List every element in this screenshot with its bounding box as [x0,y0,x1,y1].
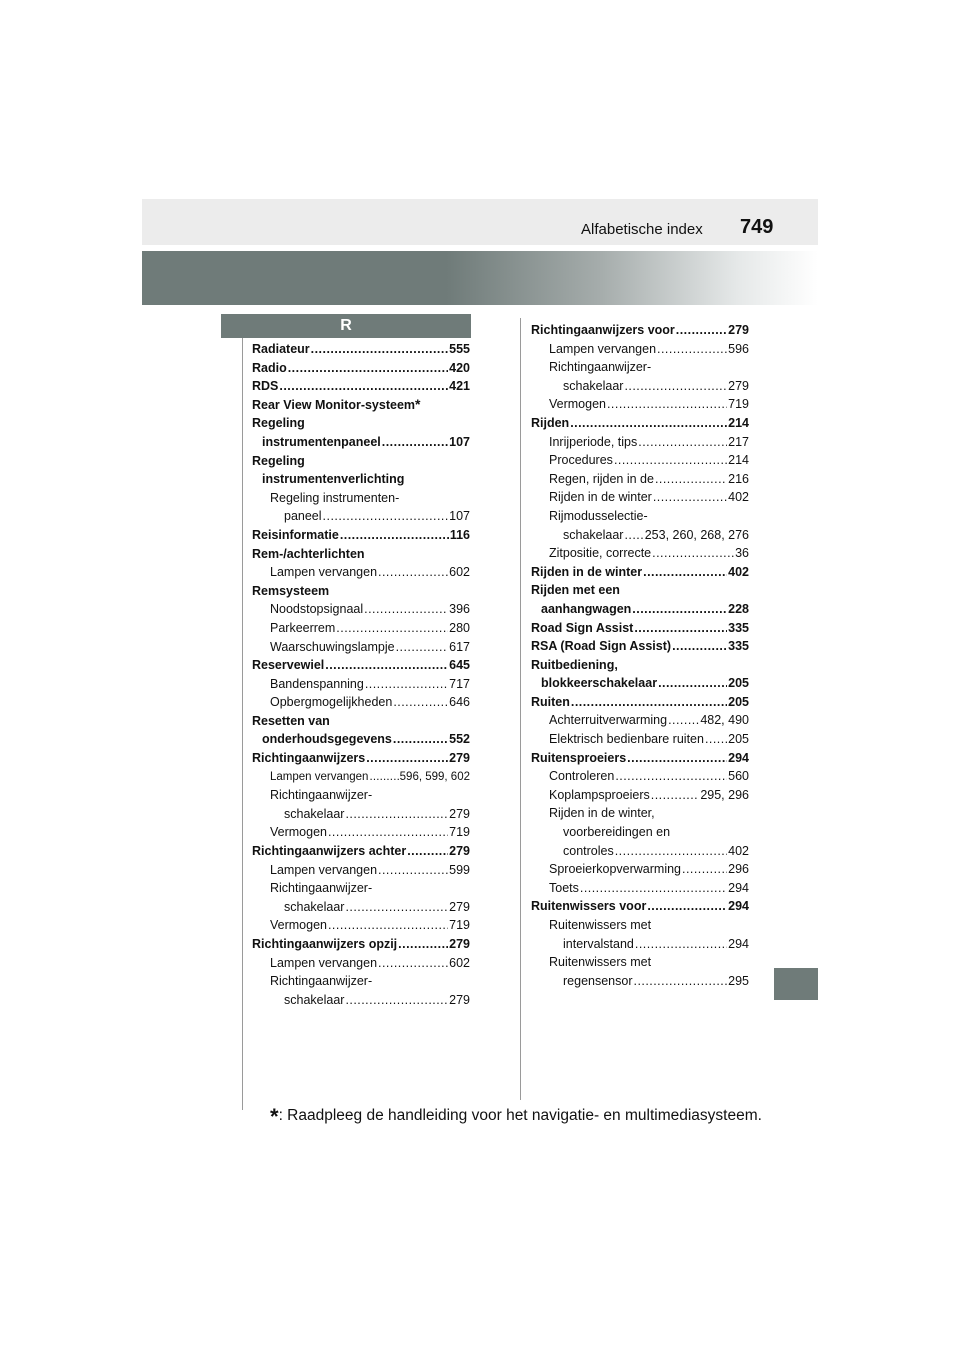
center-column-rule [520,318,521,1100]
index-entry-page: 279 [449,844,470,859]
index-entry-page: 596 [728,341,749,356]
dot-leader [635,935,727,954]
index-entry-page: 107 [449,434,470,449]
dot-leader [325,656,448,675]
index-entry-term: Regeling [252,416,305,431]
index-entry-page: 295 [728,973,749,988]
index-entry [252,712,470,731]
index-entry-term: Ruitenwissers met [549,955,652,970]
dot-leader [345,805,448,824]
index-entry [531,916,749,935]
index-entry [252,879,470,898]
index-entry-term: Opbergmogelijkheden [270,695,393,710]
dot-leader [682,860,727,879]
dot-leader [668,711,699,730]
dot-leader [627,749,727,768]
index-entry-term: Ruitenwissers met [549,918,652,932]
index-entry [531,451,749,470]
dot-leader [634,619,727,638]
dot-leader [624,377,727,396]
index-entry-term: RDS [252,379,279,394]
dot-leader [634,972,728,991]
index-entry-term: Controleren [549,769,615,784]
index-entry [252,675,470,694]
index-entry-page: 205 [728,732,749,747]
index-entry [531,879,749,898]
index-entry [531,600,749,619]
index-entry [252,954,470,973]
index-entry [531,637,749,656]
index-entry-page: 645 [449,658,470,673]
index-entry [252,526,470,545]
index-entry [252,768,470,787]
index-entry-term: Koplampsproeiers [549,787,650,802]
dot-leader [407,842,448,861]
index-entry [531,711,749,730]
index-entry-page: 279 [449,806,470,821]
index-entry-page: 555 [449,342,470,356]
index-entry-term: Richtingaanwijzer- [270,881,373,896]
index-entry-term: Radiateur [252,342,310,356]
side-thumb-tab [774,968,818,1000]
index-entry-term: Toets [549,880,579,895]
index-entry [531,786,749,805]
index-entry-page: 214 [728,453,749,468]
index-entry-term: schakelaar [563,378,624,393]
index-entry-term: Sproeierkopverwarming [549,862,682,877]
dot-leader [570,414,727,433]
index-entry-term: Richtingaanwijzer- [270,788,373,803]
index-entry-page: 335 [728,620,749,635]
index-entry-term: Rijden in de winter [549,490,652,505]
index-entry [252,823,470,842]
index-entry-term: Richtingaanwijzers [252,751,366,766]
index-entry-page: 214 [728,415,749,430]
index-entry [531,340,749,359]
index-entry-page: 420 [449,360,470,375]
dot-leader [614,451,727,470]
index-entry-page: 294 [728,880,749,895]
index-entry [252,582,470,601]
dot-leader [638,433,727,452]
index-entry [531,581,749,600]
dot-leader [632,600,727,619]
index-entry-term: Radio [252,360,287,375]
index-entry [252,972,470,991]
dot-leader [364,600,448,619]
dot-leader [653,488,727,507]
index-entry [531,358,749,377]
index-entry-term: RSA (Road Sign Assist) [531,639,672,654]
index-entry [252,805,470,824]
index-entry [252,563,470,582]
index-entry [531,730,749,749]
dot-leader [345,991,448,1010]
index-entry-term: Parkeerrem [270,620,336,635]
index-entry-term: Ruitenwissers voor [531,899,647,914]
dot-leader [615,842,727,861]
index-entry-page: 253, 260, 268, 276 [644,527,749,542]
index-entry [531,693,749,712]
header-bar [142,199,818,245]
dot-leader [340,526,449,545]
dot-leader [672,637,727,656]
index-entry-term: Zitpositie, correcte [549,546,652,561]
index-entry-page: 646 [449,695,470,710]
index-entry-term: Rijden in de winter [531,564,643,579]
index-entry-term: Richtingaanwijzers opzij [252,937,398,951]
index-entry-term: schakelaar [284,899,345,914]
index-entry [531,749,749,768]
footnote-marker: * [415,395,421,412]
dot-leader [607,395,727,414]
index-entry [252,898,470,917]
index-entry [531,433,749,452]
index-entry-page: 421 [449,379,470,394]
index-entry-page: 719 [728,397,749,412]
index-entry [252,433,470,452]
index-entry [252,842,470,861]
index-entry [252,377,470,396]
index-entry [531,507,749,526]
index-entry-term: Waarschuwingslampje [270,639,395,654]
index-entry [531,804,749,823]
index-entry [531,972,749,991]
dot-leader [382,433,448,452]
index-entry [531,935,749,954]
index-entry-term: Rijden [531,415,570,430]
index-entry [531,767,749,786]
index-entry [531,674,749,693]
index-entry [252,935,470,954]
header-title: Alfabetische index [581,221,703,238]
index-entry-term: Rear View Monitor-systeem [252,397,416,412]
dot-leader [311,340,448,359]
index-entry-term: Rijden in de winter, [549,806,655,821]
index-entry-term: Regeling [252,453,305,468]
index-entry [252,452,470,471]
index-entry [252,396,470,415]
index-entry [252,730,470,749]
index-entry-page: 205 [728,676,749,691]
index-entry-term: controles [563,843,614,858]
dot-leader [657,340,727,359]
index-entry [531,414,749,433]
index-entry [252,340,470,359]
index-entry [531,377,749,396]
index-entry [252,489,470,508]
index-entry-term: Vermogen [270,918,327,933]
index-entry-term: Richtingaanwijzer- [270,974,373,989]
index-entry [531,526,749,545]
index-entry [252,991,470,1010]
index-entry-page: 279 [449,899,470,914]
index-entry-term: instrumentenpaneel [262,434,381,449]
index-entry-page: 402 [728,564,749,579]
dot-leader [615,767,727,786]
index-entry-term: Lampen vervangen [270,770,369,783]
index-entry-page: 279 [449,992,470,1007]
dot-leader [288,359,448,378]
index-entry [252,359,470,378]
index-entry-term: Richtingaanwijzer- [549,360,652,375]
index-entry-page: 719 [449,825,470,840]
dot-leader [658,674,727,693]
dot-leader [393,693,448,712]
index-entry-term: blokkeerschakelaar [541,676,658,691]
index-entry-page: 602 [449,955,470,970]
dot-leader [279,377,448,396]
index-entry [531,470,749,489]
index-entry [252,545,470,564]
dot-leader [580,879,727,898]
dot-leader [655,470,727,489]
index-entry-term: voorbereidingen en [563,825,671,840]
index-entry-page: 396 [449,602,470,617]
index-entry-page: 402 [728,490,749,505]
dot-leader [393,730,448,749]
index-entry [252,749,470,768]
index-entry-term: Regen, rijden in de [549,471,654,486]
index-entry [252,656,470,675]
index-entry-term: Ruiten [531,694,570,709]
index-entry-term: Reisinformatie [252,527,339,542]
index-entry-term: Reservewiel [252,658,325,673]
index-entry [252,414,470,433]
left-column-rule [242,338,243,1110]
index-entry-term: Richtingaanwijzers achter [252,844,407,859]
index-entry [531,488,749,507]
index-entry [252,693,470,712]
dot-leader [345,898,448,917]
dot-leader [705,730,727,749]
section-letter: R [221,314,471,338]
index-entry-term: instrumentenverlichting [262,472,405,487]
index-entry-term: Vermogen [549,397,606,412]
index-entry-term: Vermogen [270,825,327,840]
index-entry-page: 294 [728,750,749,765]
dot-leader [336,619,448,638]
index-entry-term: Rijden met een [531,583,620,598]
index-entry-term: Ruitensproeiers [531,750,627,765]
dot-leader [323,507,449,526]
index-entry-page: 719 [449,918,470,933]
page-number: 749 [740,216,774,238]
index-entry [252,916,470,935]
dot-leader [328,916,448,935]
index-entry [252,861,470,880]
dot-leader [378,563,448,582]
index-entry-page: 107 [449,509,470,524]
index-entry-page: 228 [728,601,749,616]
index-entry-page: 280 [449,620,470,635]
index-entry [531,656,749,675]
index-entry-term: Ruitbediening, [531,657,618,672]
index-entry-term: schakelaar [563,527,624,542]
index-entry-page: 217 [728,434,749,449]
dot-leader [651,786,700,805]
index-entry-term: schakelaar [284,992,345,1007]
dot-leader [378,861,448,880]
footnote [270,1100,762,1129]
index-entry-page: 617 [449,639,470,654]
dot-leader [647,897,727,916]
dot-leader [396,638,449,657]
dot-leader [624,526,643,545]
index-entry-term: Regeling instrumenten- [270,490,400,505]
index-entry-page: 216 [728,471,749,486]
index-entry-page: 279 [728,323,749,337]
index-entry-term: Inrijperiode, tips [549,434,638,449]
index-column-left [252,340,470,1009]
index-entry-page: 279 [449,937,470,951]
index-entry-page: 599 [449,862,470,877]
index-entry [531,860,749,879]
index-entry-term: intervalstand [563,936,634,951]
index-entry [531,619,749,638]
index-entry-page: 205 [728,694,749,709]
index-entry [531,321,749,340]
dot-leader [652,544,734,563]
index-column-right [531,321,749,990]
dot-leader [365,675,448,694]
dot-leader [328,823,448,842]
dot-leader [643,563,727,582]
index-entry-page: 552 [449,732,470,747]
dot-leader [571,693,727,712]
index-entry-page: 717 [449,676,470,691]
index-entry-term: Rem-/achterlichten [252,546,365,561]
index-entry-page: 596, 599, 602 [399,770,470,783]
index-entry [252,786,470,805]
index-entry-term: paneel [284,509,322,524]
index-entry-term: Lampen vervangen [270,565,378,580]
index-entry-page: 294 [728,899,749,914]
index-entry-term: Rijmodusselectie- [549,508,648,523]
dot-leader [378,954,448,973]
index-entry [531,823,749,842]
index-entry-term: Lampen vervangen [549,341,657,356]
index-entry-page: 116 [449,527,470,542]
index-entry-term: Road Sign Assist [531,620,634,635]
index-entry-page: 295, 296 [700,787,749,802]
index-entry-term: Elektrisch bedienbare ruiten [549,732,704,747]
index-entry-term: Bandenspanning [270,676,364,691]
index-entry [252,507,470,526]
index-entry-term: Remsysteem [252,583,330,598]
index-entry [252,638,470,657]
index-entry [531,395,749,414]
index-entry-page: 402 [728,843,749,858]
index-entry-term: schakelaar [284,806,345,821]
index-entry [531,953,749,972]
index-entry [531,563,749,582]
index-entry-page: 482, 490 [700,713,749,728]
index-entry-page: 279 [728,378,749,393]
index-entry [531,544,749,563]
index-entry-term: regensensor [563,973,633,988]
index-entry-term: Procedures [549,453,613,468]
index-entry-term: aanhangwagen [541,601,632,616]
index-entry-page: 335 [728,639,749,654]
index-entry-term: Lampen vervangen [270,955,378,970]
index-entry-page: 36 [735,546,749,561]
footnote-text: : Raadpleeg de handleiding voor het navigatie- en multimediasysteem. [278,1107,762,1124]
index-entry-term: Resetten van [252,713,330,728]
index-entry-page: 279 [449,751,470,766]
index-entry-term: Lampen vervangen [270,862,378,877]
index-entry-term: onderhoudsgegevens [262,732,392,747]
index-entry-page: 294 [728,936,749,951]
index-entry [531,842,749,861]
decorative-band [142,251,818,305]
index-entry-page: 602 [449,565,470,580]
index-entry [252,619,470,638]
dot-leader [676,321,727,340]
footnote-star: * [270,1104,279,1129]
index-entry [252,470,470,489]
index-entry-term: Richtingaanwijzers voor [531,323,675,337]
index-entry-page: 560 [728,769,749,784]
index-entry [252,600,470,619]
index-entry-term: Noodstopsignaal [270,602,364,617]
dot-leader [398,935,448,954]
index-entry-term: Achterruitverwarming [549,713,668,728]
index-entry-page: 296 [728,862,749,877]
dot-leader [369,768,398,787]
dot-leader [366,749,448,768]
index-entry [531,897,749,916]
